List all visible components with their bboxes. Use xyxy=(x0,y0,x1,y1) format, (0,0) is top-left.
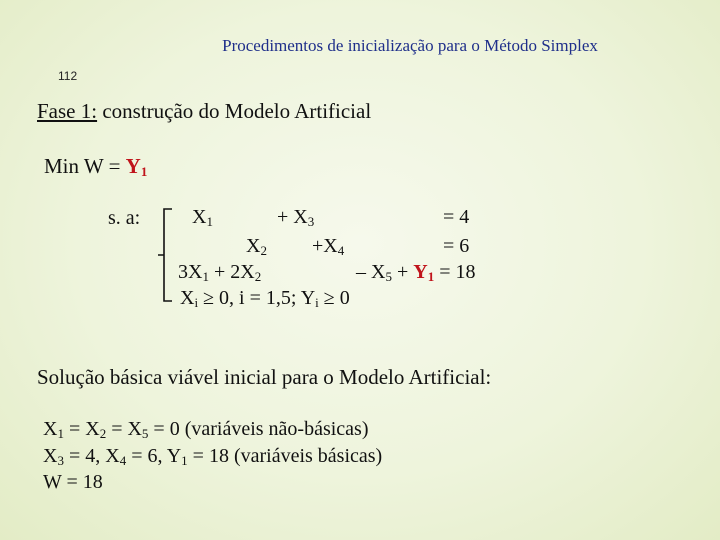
c4-c: ≥ 0 xyxy=(318,287,350,309)
constraint-3-left xyxy=(178,261,261,284)
phase-heading xyxy=(37,99,371,124)
sol1-b: = X xyxy=(63,418,100,440)
solution-line-basic xyxy=(43,445,382,468)
c1-x1-text: X xyxy=(192,206,207,228)
sol2-c-sub: 1 xyxy=(181,453,188,468)
c4-b: ≥ 0, i = 1,5; Y xyxy=(198,287,316,309)
c2-x4-sub: 4 xyxy=(337,243,345,258)
sol2-b-sub: 4 xyxy=(119,453,127,468)
objective-var-letter: Y xyxy=(125,154,141,178)
constraint-1-rhs: = 4 xyxy=(443,206,470,228)
slide-title: Procedimentos de inicialização para o Método Simplex xyxy=(222,36,598,55)
objective-variable xyxy=(126,154,148,178)
c1-x1-sub: 1 xyxy=(206,214,213,229)
objective-function xyxy=(44,154,147,179)
objective-var-sub: 1 xyxy=(140,164,148,179)
c3-b: + 2X xyxy=(208,261,255,283)
sol1-c: = X xyxy=(106,418,142,440)
c3-artificial-var xyxy=(413,261,434,283)
solution-line-nonbasic xyxy=(43,418,369,441)
c3-d: + xyxy=(391,261,414,283)
constraint-3-right xyxy=(356,261,475,284)
sol2-b: = 4, X xyxy=(63,445,120,467)
c3-y-sub: 1 xyxy=(427,269,435,284)
page-number: 112 xyxy=(58,69,78,83)
sol1-c-sub: 5 xyxy=(141,426,149,441)
sol2-a: X xyxy=(43,445,58,467)
c2-x2-sub: 2 xyxy=(260,243,267,258)
c3-c: – X xyxy=(356,261,386,283)
constraint-2-x4 xyxy=(312,235,344,258)
objective-prefix: Min W = xyxy=(44,154,126,178)
phase-text: construção do Modelo Artificial xyxy=(97,99,372,123)
c2-x4-text: +X xyxy=(312,235,338,257)
sol1-b-sub: 2 xyxy=(99,426,107,441)
c3-a: 3X xyxy=(178,261,203,283)
constraints-label: s. a: xyxy=(108,207,141,229)
c3-a-sub: 1 xyxy=(202,269,209,284)
c3-y: Y xyxy=(413,261,428,283)
sol2-a-sub: 3 xyxy=(57,453,64,468)
c3-c-sub: 5 xyxy=(385,269,392,284)
constraint-2-rhs: = 6 xyxy=(443,235,470,257)
constraint-nonnegativity xyxy=(180,287,350,310)
c2-x2-text: X xyxy=(246,235,261,257)
constraint-2-x2 xyxy=(246,235,267,258)
constraint-1-x3 xyxy=(277,206,314,229)
sol2-c: = 6, Y xyxy=(126,445,182,467)
constraint-1-x1 xyxy=(192,206,213,229)
sol1-d: = 0 (variáveis não-básicas) xyxy=(148,418,369,440)
c1-x3-sub: 3 xyxy=(307,214,315,229)
sol2-d: = 18 (variáveis básicas) xyxy=(187,445,383,467)
solution-heading: Solução básica viável inicial para o Modelo Artificial: xyxy=(37,365,492,389)
c4-a-sub: i xyxy=(194,295,199,310)
c1-x3-text: + X xyxy=(277,206,308,228)
phase-label: Fase 1: xyxy=(37,99,98,123)
constraint-brace xyxy=(158,207,178,303)
c3-b-sub: 2 xyxy=(254,269,262,284)
c3-rhs: = 18 xyxy=(434,261,476,283)
solution-line-objective: W = 18 xyxy=(43,471,103,493)
c4-a: X xyxy=(180,287,195,309)
c4-b-sub: i xyxy=(315,295,319,310)
sol1-a-sub: 1 xyxy=(57,426,64,441)
sol1-a: X xyxy=(43,418,58,440)
slide-title-row xyxy=(0,36,720,56)
